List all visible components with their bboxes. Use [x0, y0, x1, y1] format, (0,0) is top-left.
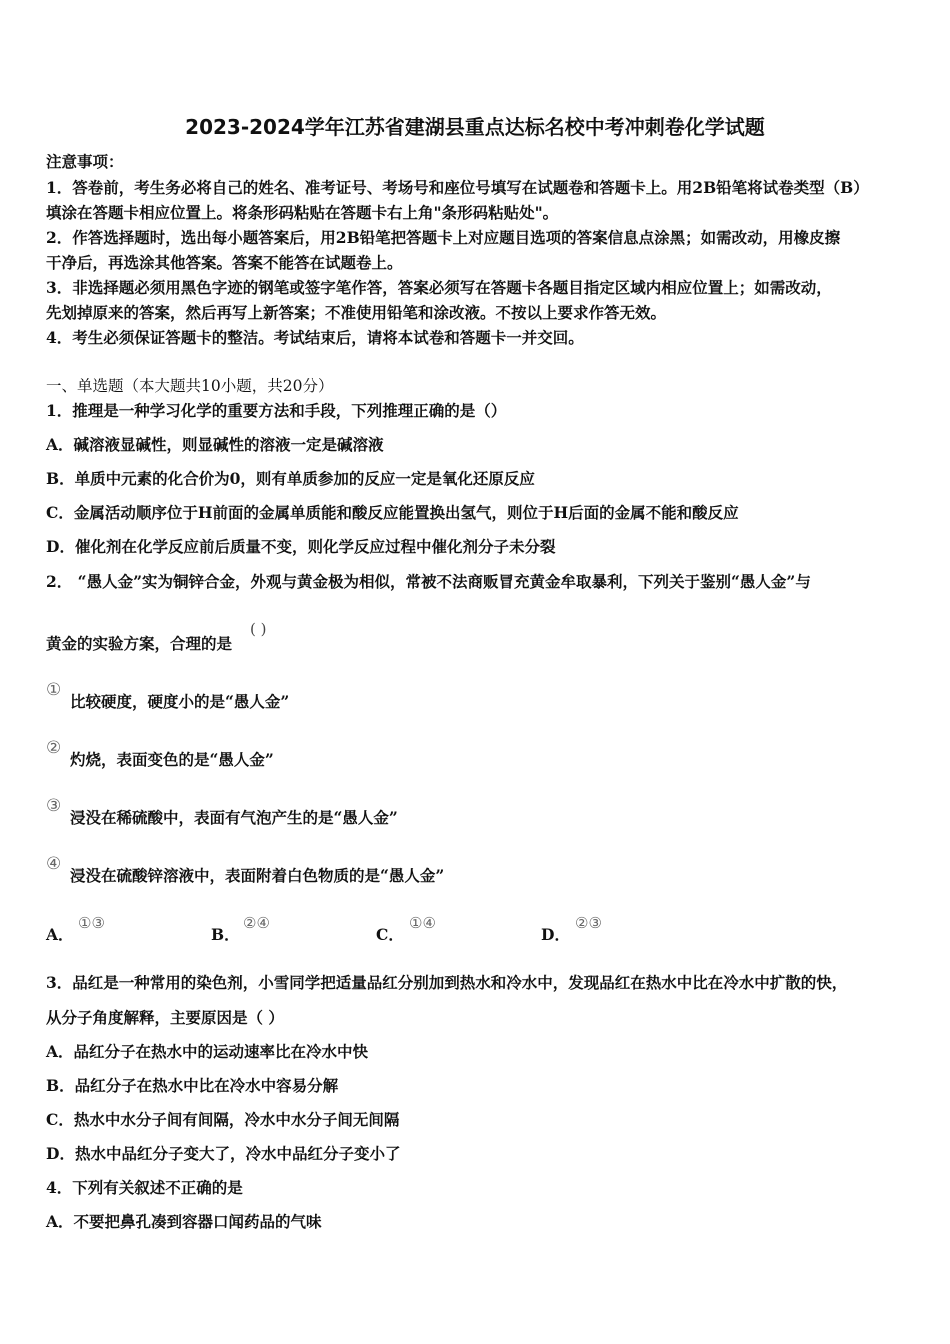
question-1-option-b: B．单质中元素的化合价为0，则有单质参加的反应一定是氧化还原反应	[46, 469, 535, 488]
question-2-item-mark: ④	[46, 854, 62, 874]
question-2-item-text: 比较硬度，硬度小的是“愚人金”	[70, 692, 290, 711]
question-2-answer-paren: ( )	[250, 620, 267, 638]
question-2-item-mark: ①	[46, 680, 62, 700]
page-title: 2023-2024学年江苏省建湖县重点达标名校中考冲刺卷化学试题	[185, 115, 765, 139]
question-2-option-a-label: A．	[46, 925, 74, 944]
question-2-option-b-value: ②④	[243, 914, 270, 932]
notice-line: 1．答卷前，考生务必将自己的姓名、准考证号、考场号和座位号填写在试题卷和答题卡上。用2B铅笔将试卷类型（B）	[46, 178, 869, 197]
question-2-option-d-value: ②③	[575, 914, 602, 932]
question-4-stem: 4．下列有关叙述不正确的是	[46, 1178, 243, 1197]
notice-line: 2．作答选择题时，选出每小题答案后，用2B铅笔把答题卡上对应题目选项的答案信息点涂黑；如需改动，用橡皮擦	[46, 228, 841, 247]
question-2-stem-line1: 2． “愚人金”实为铜锌合金，外观与黄金极为相似，常被不法商贩冒充黄金牟取暴利，下列关于鉴别“愚人金”与	[46, 572, 811, 591]
notice-heading: 注意事项：	[46, 152, 124, 171]
question-2-option-c-value: ①④	[409, 914, 436, 932]
notice-line: 4．考生必须保证答题卡的整洁。考试结束后，请将本试卷和答题卡一并交回。	[46, 328, 584, 347]
notice-line: 先划掉原来的答案，然后再写上新答案；不准使用铅笔和涂改液。不按以上要求作答无效。	[46, 303, 667, 322]
question-2-option-c-label: C．	[376, 925, 404, 944]
question-3-option-d: D．热水中品红分子变大了，冷水中品红分子变小了	[46, 1144, 401, 1163]
question-2-item-mark: ③	[46, 796, 62, 816]
notice-line: 填涂在答题卡相应位置上。将条形码粘贴在答题卡右上角"条形码粘贴处"。	[46, 203, 559, 222]
question-1-option-d: D．催化剂在化学反应前后质量不变，则化学反应过程中催化剂分子未分裂	[46, 537, 556, 556]
question-3-stem-line2: 从分子角度解释，主要原因是（ ）	[46, 1008, 284, 1027]
question-1-option-a: A．碱溶液显碱性，则显碱性的溶液一定是碱溶液	[46, 435, 384, 454]
question-4-option-a: A．不要把鼻孔凑到容器口闻药品的气味	[46, 1212, 322, 1231]
question-2-item-text: 浸没在硫酸锌溶液中，表面附着白色物质的是“愚人金”	[70, 866, 445, 885]
notice-line: 干净后，再选涂其他答案。答案不能答在试题卷上。	[46, 253, 403, 272]
question-2-item-mark: ②	[46, 738, 62, 758]
question-3-option-c: C．热水中水分子间有间隔，冷水中水分子间无间隔	[46, 1110, 400, 1129]
question-3-option-a: A．品红分子在热水中的运动速率比在冷水中快	[46, 1042, 369, 1061]
question-1-option-c: C．金属活动顺序位于H前面的金属单质能和酸反应能置换出氢气，则位于H后面的金属不能和酸反应	[46, 503, 739, 522]
notice-line: 3．非选择题必须用黑色字迹的钢笔或签字笔作答，答案必须写在答题卡各题目指定区域内相应位置上；如需改动，	[46, 278, 832, 297]
question-2-item-text: 灼烧，表面变色的是“愚人金”	[70, 750, 274, 769]
question-3-stem-line1: 3．品红是一种常用的染色剂，小雪同学把适量品红分别加到热水和冷水中，发现品红在热水中比在冷水中扩散的快，	[46, 973, 848, 992]
question-2-item-text: 浸没在稀硫酸中，表面有气泡产生的是“愚人金”	[70, 808, 398, 827]
question-2-stem-line2: 黄金的实验方案，合理的是	[46, 634, 233, 653]
question-3-option-b: B．品红分子在热水中比在冷水中容易分解	[46, 1076, 339, 1095]
question-2-option-a-value: ①③	[78, 914, 105, 932]
question-2-option-d-label: D．	[541, 925, 570, 944]
question-2-option-b-label: B．	[211, 925, 240, 944]
question-1-stem: 1．推理是一种学习化学的重要方法和手段，下列推理正确的是（）	[46, 401, 507, 420]
section-heading: 一、单选题（本大题共10小题，共20分）	[46, 377, 334, 395]
